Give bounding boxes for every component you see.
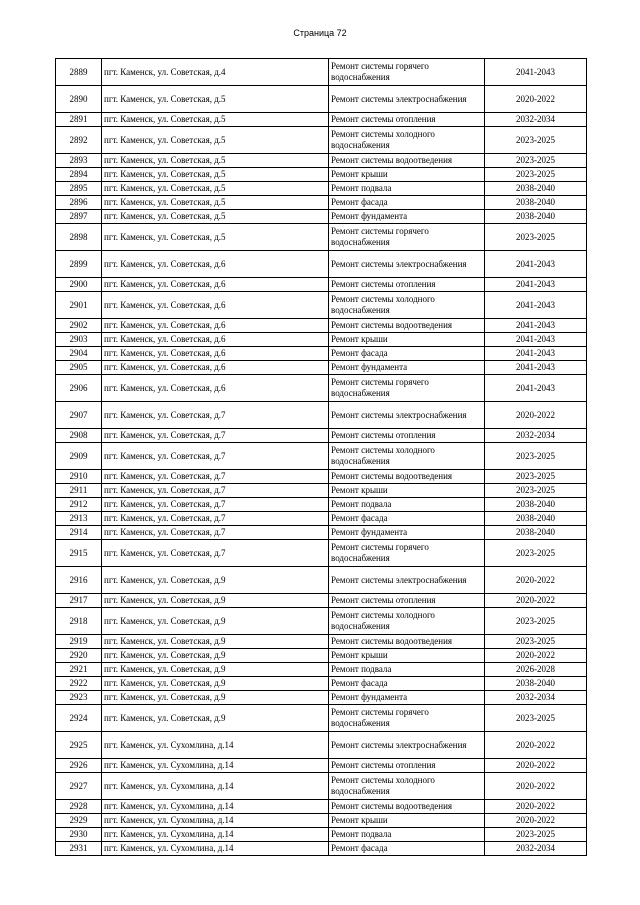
address-cell: пгт. Каменск, ул. Советская, д.9 bbox=[102, 705, 329, 732]
period-cell: 2041-2043 bbox=[485, 347, 587, 361]
address-cell: пгт. Каменск, ул. Сухомлина, д.14 bbox=[102, 814, 329, 828]
address-cell: пгт. Каменск, ул. Советская, д.9 bbox=[102, 649, 329, 663]
row-number-cell: 2904 bbox=[56, 347, 102, 361]
address-cell: пгт. Каменск, ул. Советская, д.9 bbox=[102, 594, 329, 608]
address-cell: пгт. Каменск, ул. Советская, д.6 bbox=[102, 251, 329, 278]
row-number-cell: 2910 bbox=[56, 470, 102, 484]
work-type-cell: Ремонт системы горячего водоснабжения bbox=[329, 224, 485, 251]
work-type-cell: Ремонт системы водоотведения bbox=[329, 800, 485, 814]
table-row bbox=[56, 59, 587, 86]
address-cell: пгт. Каменск, ул. Сухомлина, д.14 bbox=[102, 842, 329, 856]
period-cell: 2041-2043 bbox=[485, 319, 587, 333]
row-number-cell: 2908 bbox=[56, 429, 102, 443]
table-row bbox=[56, 773, 587, 800]
row-number-cell: 2915 bbox=[56, 540, 102, 567]
address-cell: пгт. Каменск, ул. Советская, д.5 bbox=[102, 224, 329, 251]
period-cell: 2038-2040 bbox=[485, 182, 587, 196]
table-row bbox=[56, 182, 587, 196]
table-row bbox=[56, 361, 587, 375]
table-row bbox=[56, 154, 587, 168]
row-number-cell: 2894 bbox=[56, 168, 102, 182]
work-type-cell: Ремонт системы электроснабжения bbox=[329, 567, 485, 594]
address-cell: пгт. Каменск, ул. Советская, д.5 bbox=[102, 113, 329, 127]
address-cell: пгт. Каменск, ул. Советская, д.6 bbox=[102, 333, 329, 347]
work-type-cell: Ремонт фундамента bbox=[329, 210, 485, 224]
work-type-cell: Ремонт крыши bbox=[329, 168, 485, 182]
table-row bbox=[56, 828, 587, 842]
table-row bbox=[56, 470, 587, 484]
period-cell: 2020-2022 bbox=[485, 649, 587, 663]
row-number-cell: 2909 bbox=[56, 443, 102, 470]
period-cell: 2041-2043 bbox=[485, 251, 587, 278]
period-cell: 2032-2034 bbox=[485, 842, 587, 856]
table-row bbox=[56, 567, 587, 594]
period-cell: 2023-2025 bbox=[485, 168, 587, 182]
address-cell: пгт. Каменск, ул. Советская, д.7 bbox=[102, 484, 329, 498]
work-type-cell: Ремонт фасада bbox=[329, 512, 485, 526]
table-row bbox=[56, 608, 587, 635]
work-type-cell: Ремонт системы горячего водоснабжения bbox=[329, 375, 485, 402]
work-type-cell: Ремонт системы отопления bbox=[329, 429, 485, 443]
work-type-cell: Ремонт системы отопления bbox=[329, 594, 485, 608]
period-cell: 2023-2025 bbox=[485, 608, 587, 635]
period-cell: 2020-2022 bbox=[485, 800, 587, 814]
table-row bbox=[56, 127, 587, 154]
period-cell: 2023-2025 bbox=[485, 443, 587, 470]
work-type-cell: Ремонт фасада bbox=[329, 677, 485, 691]
address-cell: пгт. Каменск, ул. Советская, д.9 bbox=[102, 635, 329, 649]
row-number-cell: 2900 bbox=[56, 278, 102, 292]
work-type-cell: Ремонт системы холодного водоснабжения bbox=[329, 773, 485, 800]
table-row bbox=[56, 842, 587, 856]
period-cell: 2023-2025 bbox=[485, 484, 587, 498]
address-cell: пгт. Каменск, ул. Советская, д.9 bbox=[102, 663, 329, 677]
work-type-cell: Ремонт системы электроснабжения bbox=[329, 86, 485, 113]
work-type-cell: Ремонт фундамента bbox=[329, 361, 485, 375]
table-row bbox=[56, 168, 587, 182]
period-cell: 2023-2025 bbox=[485, 540, 587, 567]
row-number-cell: 2906 bbox=[56, 375, 102, 402]
address-cell: пгт. Каменск, ул. Советская, д.5 bbox=[102, 86, 329, 113]
address-cell: пгт. Каменск, ул. Советская, д.6 bbox=[102, 319, 329, 333]
work-type-cell: Ремонт системы электроснабжения bbox=[329, 251, 485, 278]
table-row bbox=[56, 705, 587, 732]
table-row bbox=[56, 526, 587, 540]
table-row bbox=[56, 691, 587, 705]
row-number-cell: 2892 bbox=[56, 127, 102, 154]
address-cell: пгт. Каменск, ул. Советская, д.6 bbox=[102, 292, 329, 319]
work-type-cell: Ремонт подвала bbox=[329, 182, 485, 196]
table-row bbox=[56, 292, 587, 319]
address-cell: пгт. Каменск, ул. Советская, д.5 bbox=[102, 127, 329, 154]
table-row bbox=[56, 251, 587, 278]
address-cell: пгт. Каменск, ул. Советская, д.7 bbox=[102, 470, 329, 484]
row-number-cell: 2925 bbox=[56, 732, 102, 759]
row-number-cell: 2918 bbox=[56, 608, 102, 635]
row-number-cell: 2927 bbox=[56, 773, 102, 800]
period-cell: 2038-2040 bbox=[485, 210, 587, 224]
period-cell: 2038-2040 bbox=[485, 196, 587, 210]
table-row bbox=[56, 484, 587, 498]
work-type-cell: Ремонт крыши bbox=[329, 814, 485, 828]
table-row bbox=[56, 278, 587, 292]
address-cell: пгт. Каменск, ул. Советская, д.7 bbox=[102, 402, 329, 429]
address-cell: пгт. Каменск, ул. Советская, д.6 bbox=[102, 361, 329, 375]
work-type-cell: Ремонт системы водоотведения bbox=[329, 635, 485, 649]
address-cell: пгт. Каменск, ул. Советская, д.6 bbox=[102, 347, 329, 361]
work-type-cell: Ремонт подвала bbox=[329, 828, 485, 842]
address-cell: пгт. Каменск, ул. Сухомлина, д.14 bbox=[102, 828, 329, 842]
row-number-cell: 2923 bbox=[56, 691, 102, 705]
row-number-cell: 2889 bbox=[56, 59, 102, 86]
row-number-cell: 2912 bbox=[56, 498, 102, 512]
row-number-cell: 2922 bbox=[56, 677, 102, 691]
work-type-cell: Ремонт крыши bbox=[329, 333, 485, 347]
table-row bbox=[56, 594, 587, 608]
period-cell: 2038-2040 bbox=[485, 512, 587, 526]
work-type-cell: Ремонт системы водоотведения bbox=[329, 470, 485, 484]
row-number-cell: 2901 bbox=[56, 292, 102, 319]
row-number-cell: 2895 bbox=[56, 182, 102, 196]
work-type-cell: Ремонт фасада bbox=[329, 347, 485, 361]
address-cell: пгт. Каменск, ул. Советская, д.5 bbox=[102, 168, 329, 182]
address-cell: пгт. Каменск, ул. Советская, д.5 bbox=[102, 210, 329, 224]
row-number-cell: 2914 bbox=[56, 526, 102, 540]
period-cell: 2041-2043 bbox=[485, 292, 587, 319]
row-number-cell: 2920 bbox=[56, 649, 102, 663]
table-row bbox=[56, 333, 587, 347]
address-cell: пгт. Каменск, ул. Сухомлина, д.14 bbox=[102, 773, 329, 800]
row-number-cell: 2926 bbox=[56, 759, 102, 773]
table-row bbox=[56, 800, 587, 814]
period-cell: 2023-2025 bbox=[485, 705, 587, 732]
period-cell: 2041-2043 bbox=[485, 59, 587, 86]
table-body bbox=[56, 59, 587, 856]
address-cell: пгт. Каменск, ул. Советская, д.6 bbox=[102, 278, 329, 292]
period-cell: 2032-2034 bbox=[485, 429, 587, 443]
period-cell: 2041-2043 bbox=[485, 361, 587, 375]
table-row bbox=[56, 443, 587, 470]
table-row bbox=[56, 663, 587, 677]
table-row bbox=[56, 375, 587, 402]
period-cell: 2038-2040 bbox=[485, 526, 587, 540]
table-row bbox=[56, 540, 587, 567]
repair-schedule-table bbox=[55, 58, 587, 856]
work-type-cell: Ремонт системы отопления bbox=[329, 759, 485, 773]
work-type-cell: Ремонт фасада bbox=[329, 196, 485, 210]
period-cell: 2038-2040 bbox=[485, 498, 587, 512]
address-cell: пгт. Каменск, ул. Сухомлина, д.14 bbox=[102, 732, 329, 759]
row-number-cell: 2893 bbox=[56, 154, 102, 168]
table-row bbox=[56, 677, 587, 691]
period-cell: 2023-2025 bbox=[485, 828, 587, 842]
address-cell: пгт. Каменск, ул. Сухомлина, д.14 bbox=[102, 800, 329, 814]
address-cell: пгт. Каменск, ул. Советская, д.9 bbox=[102, 608, 329, 635]
table-row bbox=[56, 635, 587, 649]
period-cell: 2020-2022 bbox=[485, 594, 587, 608]
work-type-cell: Ремонт крыши bbox=[329, 484, 485, 498]
table-row bbox=[56, 402, 587, 429]
period-cell: 2041-2043 bbox=[485, 333, 587, 347]
row-number-cell: 2917 bbox=[56, 594, 102, 608]
address-cell: пгт. Каменск, ул. Советская, д.5 bbox=[102, 182, 329, 196]
address-cell: пгт. Каменск, ул. Советская, д.9 bbox=[102, 677, 329, 691]
table-row bbox=[56, 196, 587, 210]
work-type-cell: Ремонт системы горячего водоснабжения bbox=[329, 705, 485, 732]
table-row bbox=[56, 649, 587, 663]
row-number-cell: 2898 bbox=[56, 224, 102, 251]
period-cell: 2020-2022 bbox=[485, 402, 587, 429]
table-row bbox=[56, 498, 587, 512]
work-type-cell: Ремонт подвала bbox=[329, 498, 485, 512]
period-cell: 2026-2028 bbox=[485, 663, 587, 677]
row-number-cell: 2896 bbox=[56, 196, 102, 210]
row-number-cell: 2897 bbox=[56, 210, 102, 224]
work-type-cell: Ремонт системы отопления bbox=[329, 278, 485, 292]
period-cell: 2020-2022 bbox=[485, 86, 587, 113]
work-type-cell: Ремонт подвала bbox=[329, 663, 485, 677]
row-number-cell: 2919 bbox=[56, 635, 102, 649]
row-number-cell: 2891 bbox=[56, 113, 102, 127]
table-row bbox=[56, 732, 587, 759]
table-row bbox=[56, 113, 587, 127]
period-cell: 2020-2022 bbox=[485, 567, 587, 594]
row-number-cell: 2916 bbox=[56, 567, 102, 594]
address-cell: пгт. Каменск, ул. Советская, д.7 bbox=[102, 429, 329, 443]
table-row bbox=[56, 347, 587, 361]
period-cell: 2023-2025 bbox=[485, 470, 587, 484]
row-number-cell: 2890 bbox=[56, 86, 102, 113]
row-number-cell: 2928 bbox=[56, 800, 102, 814]
row-number-cell: 2899 bbox=[56, 251, 102, 278]
work-type-cell: Ремонт системы холодного водоснабжения bbox=[329, 443, 485, 470]
work-type-cell: Ремонт системы отопления bbox=[329, 113, 485, 127]
row-number-cell: 2921 bbox=[56, 663, 102, 677]
work-type-cell: Ремонт системы холодного водоснабжения bbox=[329, 292, 485, 319]
row-number-cell: 2907 bbox=[56, 402, 102, 429]
table-row bbox=[56, 759, 587, 773]
address-cell: пгт. Каменск, ул. Советская, д.7 bbox=[102, 540, 329, 567]
period-cell: 2023-2025 bbox=[485, 127, 587, 154]
work-type-cell: Ремонт системы водоотведения bbox=[329, 154, 485, 168]
table-row bbox=[56, 224, 587, 251]
address-cell: пгт. Каменск, ул. Советская, д.9 bbox=[102, 691, 329, 705]
work-type-cell: Ремонт системы холодного водоснабжения bbox=[329, 127, 485, 154]
table-row bbox=[56, 512, 587, 526]
row-number-cell: 2913 bbox=[56, 512, 102, 526]
period-cell: 2023-2025 bbox=[485, 635, 587, 649]
row-number-cell: 2903 bbox=[56, 333, 102, 347]
period-cell: 2023-2025 bbox=[485, 224, 587, 251]
period-cell: 2020-2022 bbox=[485, 759, 587, 773]
work-type-cell: Ремонт фундамента bbox=[329, 691, 485, 705]
period-cell: 2023-2025 bbox=[485, 154, 587, 168]
address-cell: пгт. Каменск, ул. Сухомлина, д.14 bbox=[102, 759, 329, 773]
address-cell: пгт. Каменск, ул. Советская, д.6 bbox=[102, 375, 329, 402]
work-type-cell: Ремонт фундамента bbox=[329, 526, 485, 540]
period-cell: 2038-2040 bbox=[485, 677, 587, 691]
row-number-cell: 2902 bbox=[56, 319, 102, 333]
table-row bbox=[56, 319, 587, 333]
work-type-cell: Ремонт фасада bbox=[329, 842, 485, 856]
period-cell: 2032-2034 bbox=[485, 113, 587, 127]
period-cell: 2020-2022 bbox=[485, 773, 587, 800]
address-cell: пгт. Каменск, ул. Советская, д.5 bbox=[102, 154, 329, 168]
address-cell: пгт. Каменск, ул. Советская, д.7 bbox=[102, 526, 329, 540]
work-type-cell: Ремонт системы холодного водоснабжения bbox=[329, 608, 485, 635]
table-row bbox=[56, 429, 587, 443]
address-cell: пгт. Каменск, ул. Советская, д.7 bbox=[102, 498, 329, 512]
period-cell: 2020-2022 bbox=[485, 732, 587, 759]
address-cell: пгт. Каменск, ул. Советская, д.9 bbox=[102, 567, 329, 594]
period-cell: 2041-2043 bbox=[485, 278, 587, 292]
period-cell: 2032-2034 bbox=[485, 691, 587, 705]
work-type-cell: Ремонт крыши bbox=[329, 649, 485, 663]
address-cell: пгт. Каменск, ул. Советская, д.7 bbox=[102, 512, 329, 526]
table-row bbox=[56, 86, 587, 113]
row-number-cell: 2911 bbox=[56, 484, 102, 498]
period-cell: 2020-2022 bbox=[485, 814, 587, 828]
work-type-cell: Ремонт системы горячего водоснабжения bbox=[329, 59, 485, 86]
address-cell: пгт. Каменск, ул. Советская, д.5 bbox=[102, 196, 329, 210]
work-type-cell: Ремонт системы электроснабжения bbox=[329, 402, 485, 429]
table-row bbox=[56, 210, 587, 224]
row-number-cell: 2931 bbox=[56, 842, 102, 856]
row-number-cell: 2905 bbox=[56, 361, 102, 375]
row-number-cell: 2930 bbox=[56, 828, 102, 842]
work-type-cell: Ремонт системы водоотведения bbox=[329, 319, 485, 333]
address-cell: пгт. Каменск, ул. Советская, д.4 bbox=[102, 59, 329, 86]
work-type-cell: Ремонт системы горячего водоснабжения bbox=[329, 540, 485, 567]
row-number-cell: 2929 bbox=[56, 814, 102, 828]
table-row bbox=[56, 814, 587, 828]
address-cell: пгт. Каменск, ул. Советская, д.7 bbox=[102, 443, 329, 470]
period-cell: 2041-2043 bbox=[485, 375, 587, 402]
row-number-cell: 2924 bbox=[56, 705, 102, 732]
work-type-cell: Ремонт системы электроснабжения bbox=[329, 732, 485, 759]
page-number-header: Страница 72 bbox=[293, 28, 347, 38]
